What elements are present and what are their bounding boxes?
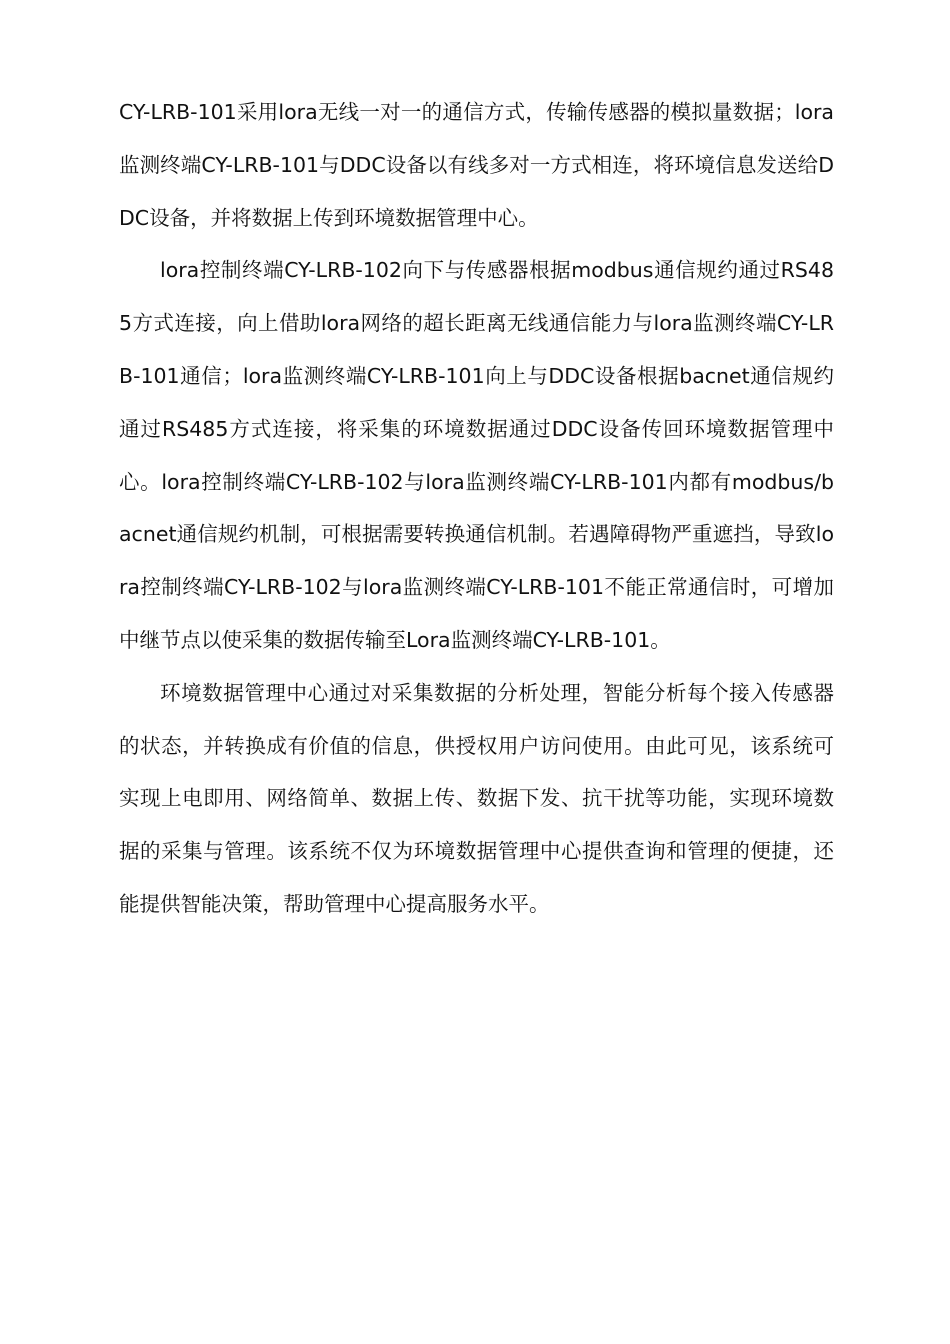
- paragraph-2: lora控制终端CY-LRB-102向下与传感器根据modbus通信规约通过RS485方式连接，向上借助lora网络的超长距离无线通信能力与lora监测终端CY-LRB-101通信；lora监测终端CY-LRB-101向上与DDC设备根据bacnet通信规约通过RS485方式连接，将采集的环境数据通过DDC设备传回环境数据管理中心。lora控制终端CY-LRB-102与lora监测终端CY-LRB-101内都有modbus/bacnet通信规约机制，可根据需要转换通信机制。若遇障碍物严重遮挡，导致lora控制终端CY-LRB-102与lora监测终端CY-LRB-101不能正常通信时，可增加中继节点以使采集的数据传输至Lora监测终端CY-LRB-101。: [119, 258, 834, 652]
- paragraph-1: CY-LRB-101采用lora无线一对一的通信方式，传输传感器的模拟量数据；lora监测终端CY-LRB-101与DDC设备以有线多对一方式相连，将环境信息发送给DDC设备，并将数据上传到环境数据管理中心。: [119, 100, 834, 230]
- paragraph-3: 环境数据管理中心通过对采集数据的分析处理，智能分析每个接入传感器的状态，并转换成有价值的信息，供授权用户访问使用。由此可见，该系统可实现上电即用、网络简单、数据上传、数据下发、抗干扰等功能，实现环境数据的采集与管理。该系统不仅为环境数据管理中心提供查询和管理的便捷，还能提供智能决策，帮助管理中心提高服务水平。: [119, 680, 834, 916]
- document-body: [119, 86, 834, 931]
